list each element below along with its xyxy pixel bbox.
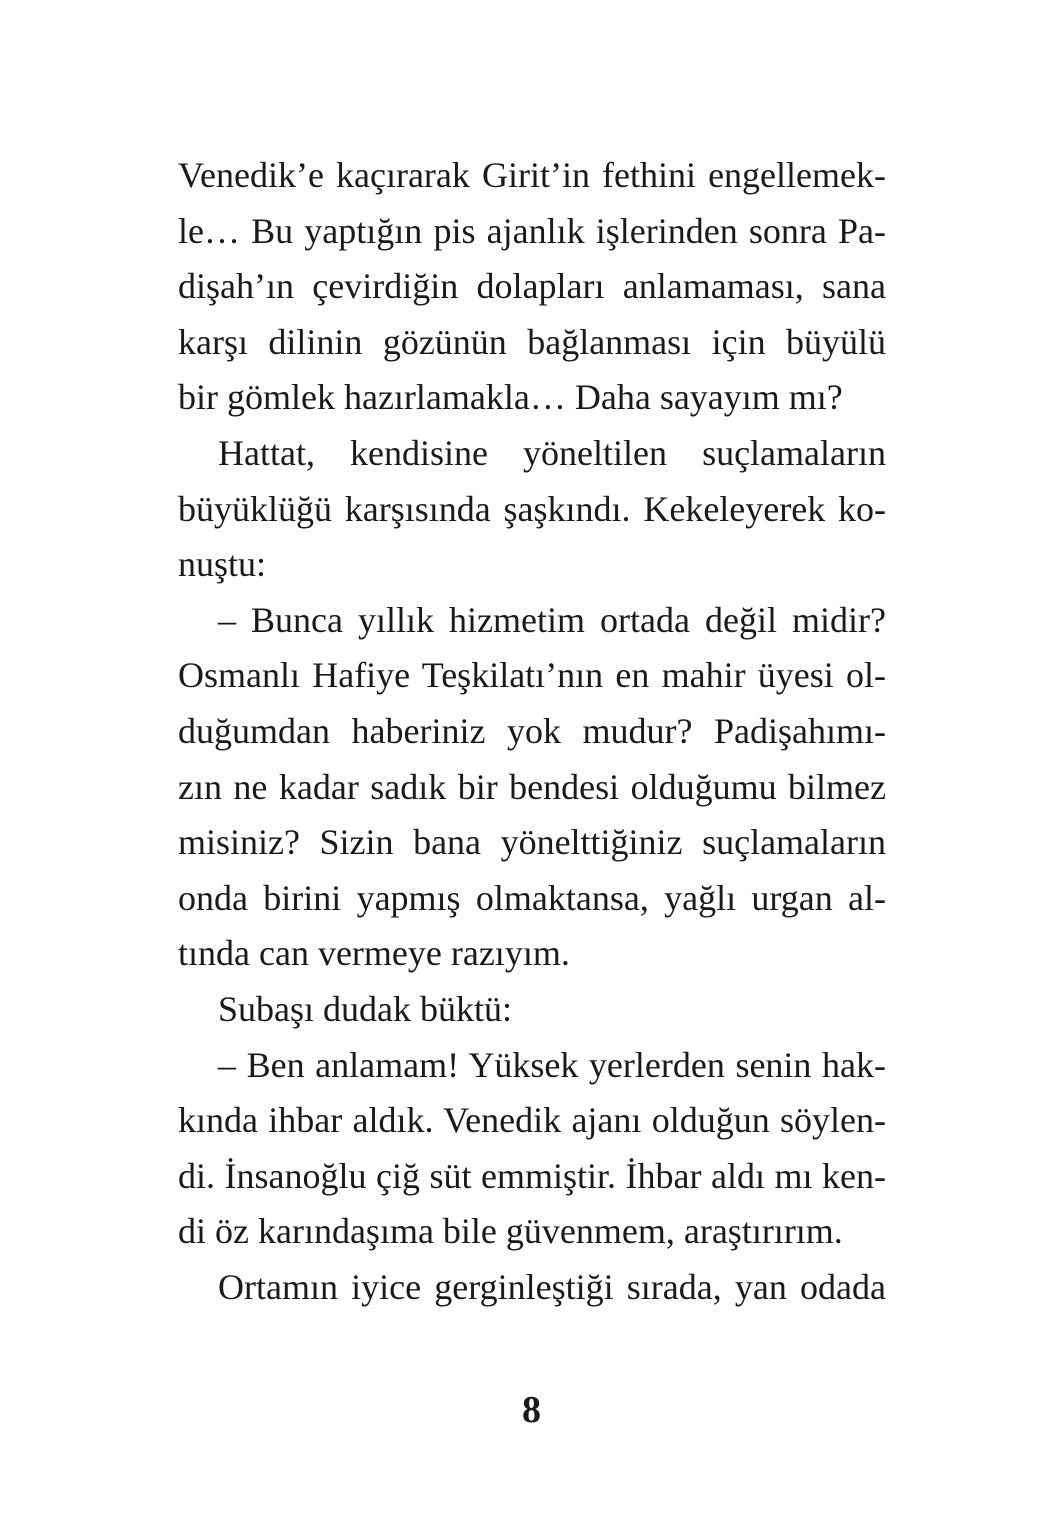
text-line: Hattat, kendisine yöneltilen suçlamaların <box>218 432 886 473</box>
text-line: kında ihbar aldık. Venedik ajanı olduğun söylen- <box>178 1100 886 1141</box>
text-line: karşı dilinin gözünün bağlanması için büyülü <box>178 321 886 362</box>
text-line: – Ben anlamam! Yüksek yerlerden senin hak- <box>218 1044 886 1085</box>
text-line: – Bunca yıllık hizmetim ortada değil midir? <box>218 599 886 640</box>
text-line: di öz karındaşıma bile güvenmem, araştırırım. <box>178 1211 843 1252</box>
text-line: Subaşı dudak büktü: <box>218 988 512 1029</box>
text-line: le… Bu yaptığın pis ajanlık işlerinden sonra Pa- <box>178 210 886 251</box>
text-line: misiniz? Sizin bana yönelttiğiniz suçlamaların <box>178 822 886 863</box>
text-line: Venedik’e kaçırarak Girit’in fethini engellemek- <box>178 155 886 195</box>
text-line: Ortamın iyice gerginleştiği sırada, yan odada <box>218 1266 886 1307</box>
body-text <box>178 148 886 1315</box>
text-line: Osmanlı Hafiye Teşkilatı’nın en mahir üyesi ol- <box>178 655 886 696</box>
text-line: onda birini yapmış olmaktansa, yağlı urgan al- <box>178 877 886 918</box>
text-line: tında can vermeye razıyım. <box>178 933 570 974</box>
text-line: bir gömlek hazırlamakla… Daha sayayım mı? <box>178 377 843 418</box>
text-line: duğumdan haberiniz yok mudur? Padişahımı- <box>178 710 886 751</box>
text-line: dişah’ın çevirdiğin dolapları anlamaması, sana <box>178 266 886 307</box>
text-line: di. İnsanoğlu çiğ süt emmiştir. İhbar aldı mı ken- <box>178 1155 886 1196</box>
text-line: nuştu: <box>178 544 267 585</box>
text-line: zın ne kadar sadık bir bendesi olduğumu bilmez <box>178 766 886 807</box>
text-line: büyüklüğü karşısında şaşkındı. Kekeleyerek ko- <box>178 488 886 529</box>
page-number: 8 <box>522 1389 541 1431</box>
